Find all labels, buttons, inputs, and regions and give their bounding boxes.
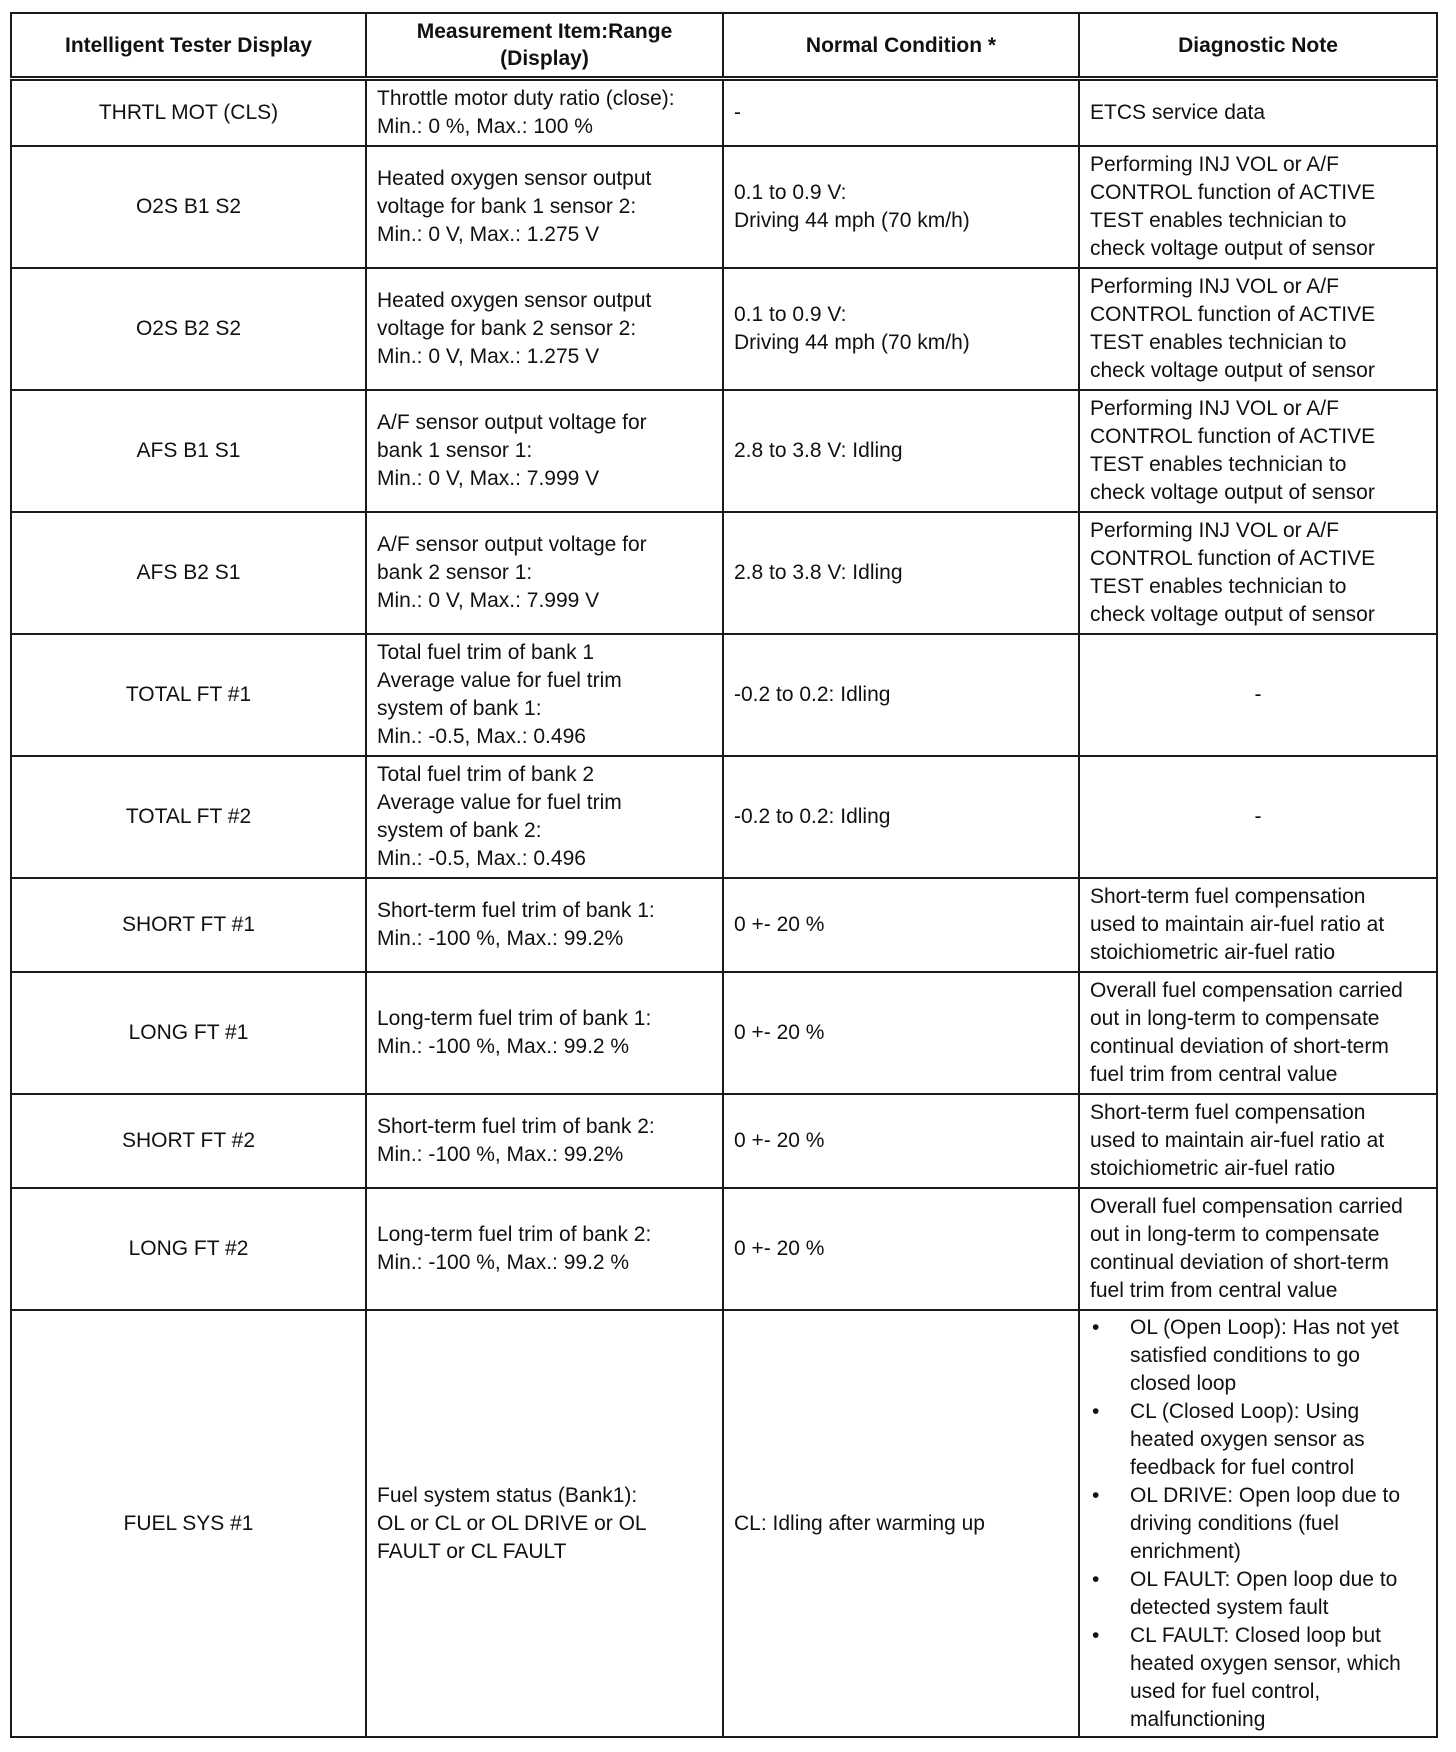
table-row — [11, 1188, 1437, 1310]
diagnostic-note-line: fuel trim from central value — [1090, 1063, 1338, 1086]
diagnostic-note-line: stoichiometric air-fuel ratio — [1090, 941, 1336, 964]
cell-diagnostic-note — [1079, 1188, 1437, 1310]
cell-normal-condition — [723, 972, 1079, 1094]
diagnostic-note-line: TEST enables technician to — [1090, 209, 1347, 232]
measurement-line: voltage for bank 2 sensor 2: — [377, 317, 637, 340]
normal-condition-line: -0.2 to 0.2: Idling — [734, 683, 891, 706]
measurement-line: Min.: -100 %, Max.: 99.2% — [377, 927, 624, 950]
cell-diagnostic-note — [1079, 1310, 1437, 1737]
diagnostic-note-line: check voltage output of sensor — [1090, 359, 1375, 382]
measurement-line: Heated oxygen sensor output — [377, 167, 652, 190]
measurement-line: voltage for bank 1 sensor 2: — [377, 195, 637, 218]
table-row — [11, 1094, 1437, 1188]
normal-condition-line: 2.8 to 3.8 V: Idling — [734, 439, 903, 462]
diagnostic-note-line: CONTROL function of ACTIVE — [1090, 547, 1376, 570]
measurement-line: Fuel system status (Bank1): — [377, 1483, 638, 1507]
measurement-line: Min.: -100 %, Max.: 99.2% — [377, 1143, 624, 1166]
cell-measurement — [366, 1310, 723, 1737]
diagnostic-note-line: continual deviation of short-term — [1090, 1251, 1389, 1274]
diagnostic-note-line: out in long-term to compensate — [1090, 1007, 1380, 1030]
measurement-line: Min.: 0 V, Max.: 1.275 V — [377, 345, 600, 368]
diagnostic-note-line: Short-term fuel compensation — [1090, 1101, 1366, 1124]
cell-measurement — [366, 634, 723, 756]
measurement-line: Average value for fuel trim — [377, 791, 622, 814]
measurement-line: system of bank 1: — [377, 697, 542, 720]
measurement-line: Total fuel trim of bank 2 — [377, 763, 595, 786]
header-measurement-line1: Measurement Item:Range — [416, 20, 673, 43]
measurement-line: bank 1 sensor 1: — [377, 439, 533, 462]
cell-diagnostic-note — [1079, 268, 1437, 390]
cell-normal-condition — [723, 1310, 1079, 1737]
measurement-line: Long-term fuel trim of bank 2: — [377, 1223, 652, 1246]
cell-display: O2S B1 S2 — [11, 146, 366, 268]
cell-display: THRTL MOT (CLS) — [11, 79, 366, 147]
diagnostic-note-line: CONTROL function of ACTIVE — [1090, 425, 1376, 448]
diagnostic-note-bullet: • OL (Open Loop): Has not yet satisfied conditions to go closed loop — [1090, 1314, 1426, 1398]
table-row — [11, 1310, 1437, 1737]
measurement-line: Min.: -0.5, Max.: 0.496 — [377, 725, 586, 748]
measurement-line: Min.: 0 V, Max.: 7.999 V — [377, 589, 600, 612]
diagnostic-note-line: Overall fuel compensation carried — [1090, 979, 1403, 1002]
header-normal: Normal Condition * — [723, 13, 1079, 79]
table-row — [11, 756, 1437, 878]
table-body — [11, 79, 1437, 1738]
measurement-line: Min.: 0 %, Max.: 100 % — [377, 115, 593, 138]
cell-normal-condition — [723, 512, 1079, 634]
diagnostic-note-line: stoichiometric air-fuel ratio — [1090, 1157, 1336, 1180]
measurement-line: Throttle motor duty ratio (close): — [377, 87, 675, 110]
diagnostic-note-bullet: • OL DRIVE: Open loop due to driving conditions (fuel enrichment) — [1090, 1482, 1426, 1566]
diagnostic-note-line: check voltage output of sensor — [1090, 481, 1375, 504]
header-measurement — [366, 13, 723, 79]
table-row — [11, 390, 1437, 512]
cell-measurement — [366, 1188, 723, 1310]
cell-normal-condition — [723, 79, 1079, 147]
diagnostic-note-line: check voltage output of sensor — [1090, 237, 1375, 260]
measurement-line: Min.: -100 %, Max.: 99.2 % — [377, 1035, 630, 1058]
normal-condition-line: 0 +- 20 % — [734, 1021, 825, 1044]
header-note: Diagnostic Note — [1079, 13, 1437, 79]
cell-measurement — [366, 390, 723, 512]
cell-measurement — [366, 512, 723, 634]
header-measurement-line2: (Display) — [500, 47, 589, 70]
measurement-line: bank 2 sensor 1: — [377, 561, 533, 584]
cell-diagnostic-note — [1079, 756, 1437, 878]
normal-condition-line: 2.8 to 3.8 V: Idling — [734, 561, 903, 584]
diagnostic-note-line: fuel trim from central value — [1090, 1279, 1338, 1302]
diagnostic-note-line: used to maintain air-fuel ratio at — [1090, 913, 1385, 936]
normal-condition-line: 0 +- 20 % — [734, 1237, 825, 1260]
diagnostic-note-line: used to maintain air-fuel ratio at — [1090, 1129, 1385, 1152]
cell-diagnostic-note — [1079, 1094, 1437, 1188]
cell-diagnostic-note — [1079, 634, 1437, 756]
measurement-line: system of bank 2: — [377, 819, 542, 842]
diagnostic-note-line: Performing INJ VOL or A/F — [1090, 275, 1339, 298]
cell-display: LONG FT #2 — [11, 1188, 366, 1310]
cell-measurement — [366, 878, 723, 972]
cell-normal-condition — [723, 1188, 1079, 1310]
header-display: Intelligent Tester Display — [11, 13, 366, 79]
cell-diagnostic-note — [1079, 79, 1437, 147]
measurement-line: A/F sensor output voltage for — [377, 411, 647, 434]
measurement-line: Total fuel trim of bank 1 — [377, 641, 595, 664]
cell-diagnostic-note — [1079, 878, 1437, 972]
cell-normal-condition — [723, 146, 1079, 268]
normal-condition-line: 0.1 to 0.9 V: — [734, 303, 847, 326]
cell-normal-condition — [723, 268, 1079, 390]
table-row — [11, 268, 1437, 390]
diagnostic-note-bullet: • OL FAULT: Open loop due to detected system fault — [1090, 1566, 1426, 1622]
table-row — [11, 512, 1437, 634]
cell-normal-condition — [723, 1094, 1079, 1188]
diagnostic-note-bullet: • CL FAULT: Closed loop but heated oxygen sensor, which used for fuel control, malfunctioning — [1090, 1622, 1426, 1734]
cell-diagnostic-note — [1079, 972, 1437, 1094]
cell-display: LONG FT #1 — [11, 972, 366, 1094]
measurement-line: OL or CL or OL DRIVE or OL — [377, 1511, 647, 1535]
header-row — [11, 13, 1437, 79]
diagnostic-note-list — [1090, 1314, 1426, 1734]
diagnostic-note-line: TEST enables technician to — [1090, 453, 1347, 476]
measurement-line: A/F sensor output voltage for — [377, 533, 647, 556]
measurement-line: Short-term fuel trim of bank 2: — [377, 1115, 655, 1138]
data-list-table-container — [10, 12, 1438, 1738]
table-row — [11, 972, 1437, 1094]
cell-display: TOTAL FT #1 — [11, 634, 366, 756]
measurement-line: Long-term fuel trim of bank 1: — [377, 1007, 652, 1030]
diagnostic-note-line: Performing INJ VOL or A/F — [1090, 397, 1339, 420]
diagnostic-note-line: TEST enables technician to — [1090, 331, 1347, 354]
normal-condition-line: - — [734, 101, 741, 124]
cell-diagnostic-note — [1079, 390, 1437, 512]
diagnostic-note-line: - — [1254, 683, 1262, 706]
measurement-line: FAULT or CL FAULT — [377, 1539, 567, 1563]
diagnostic-note-line: Performing INJ VOL or A/F — [1090, 519, 1339, 542]
cell-normal-condition — [723, 390, 1079, 512]
measurement-line: Min.: 0 V, Max.: 1.275 V — [377, 223, 600, 246]
normal-condition-line: CL: Idling after warming up — [734, 1511, 985, 1535]
cell-display: SHORT FT #2 — [11, 1094, 366, 1188]
cell-measurement — [366, 268, 723, 390]
cell-diagnostic-note — [1079, 512, 1437, 634]
diagnostic-note-bullet: • CL (Closed Loop): Using heated oxygen sensor as feedback for fuel control — [1090, 1398, 1426, 1482]
cell-display: AFS B1 S1 — [11, 390, 366, 512]
data-list-table — [10, 12, 1438, 1738]
table-row — [11, 634, 1437, 756]
normal-condition-line: 0 +- 20 % — [734, 1129, 825, 1152]
table-row — [11, 79, 1437, 147]
diagnostic-note-line: out in long-term to compensate — [1090, 1223, 1380, 1246]
cell-display: SHORT FT #1 — [11, 878, 366, 972]
normal-condition-line: Driving 44 mph (70 km/h) — [734, 209, 970, 232]
measurement-line: Min.: -0.5, Max.: 0.496 — [377, 847, 586, 870]
cell-normal-condition — [723, 756, 1079, 878]
measurement-line: Min.: -100 %, Max.: 99.2 % — [377, 1251, 630, 1274]
cell-normal-condition — [723, 634, 1079, 756]
diagnostic-note-line: Short-term fuel compensation — [1090, 885, 1366, 908]
cell-display: TOTAL FT #2 — [11, 756, 366, 878]
table-row — [11, 146, 1437, 268]
cell-measurement — [366, 972, 723, 1094]
table-row — [11, 878, 1437, 972]
normal-condition-line: 0.1 to 0.9 V: — [734, 181, 847, 204]
diagnostic-note-line: Overall fuel compensation carried — [1090, 1195, 1403, 1218]
diagnostic-note-line: ETCS service data — [1090, 101, 1266, 124]
diagnostic-note-line: check voltage output of sensor — [1090, 603, 1375, 626]
normal-condition-line: Driving 44 mph (70 km/h) — [734, 331, 970, 354]
diagnostic-note-line: continual deviation of short-term — [1090, 1035, 1389, 1058]
measurement-line: Short-term fuel trim of bank 1: — [377, 899, 655, 922]
diagnostic-note-line: TEST enables technician to — [1090, 575, 1347, 598]
cell-display: O2S B2 S2 — [11, 268, 366, 390]
cell-measurement — [366, 756, 723, 878]
measurement-line: Heated oxygen sensor output — [377, 289, 652, 312]
normal-condition-line: 0 +- 20 % — [734, 913, 825, 936]
measurement-line: Average value for fuel trim — [377, 669, 622, 692]
diagnostic-note-line: CONTROL function of ACTIVE — [1090, 181, 1376, 204]
measurement-line: Min.: 0 V, Max.: 7.999 V — [377, 467, 600, 490]
normal-condition-line: -0.2 to 0.2: Idling — [734, 805, 891, 828]
cell-normal-condition — [723, 878, 1079, 972]
diagnostic-note-line: CONTROL function of ACTIVE — [1090, 303, 1376, 326]
cell-measurement — [366, 146, 723, 268]
cell-display: AFS B2 S1 — [11, 512, 366, 634]
diagnostic-note-line: Performing INJ VOL or A/F — [1090, 153, 1339, 176]
cell-display: FUEL SYS #1 — [11, 1310, 366, 1737]
cell-diagnostic-note — [1079, 146, 1437, 268]
cell-measurement — [366, 79, 723, 147]
diagnostic-note-line: - — [1254, 805, 1262, 828]
cell-measurement — [366, 1094, 723, 1188]
